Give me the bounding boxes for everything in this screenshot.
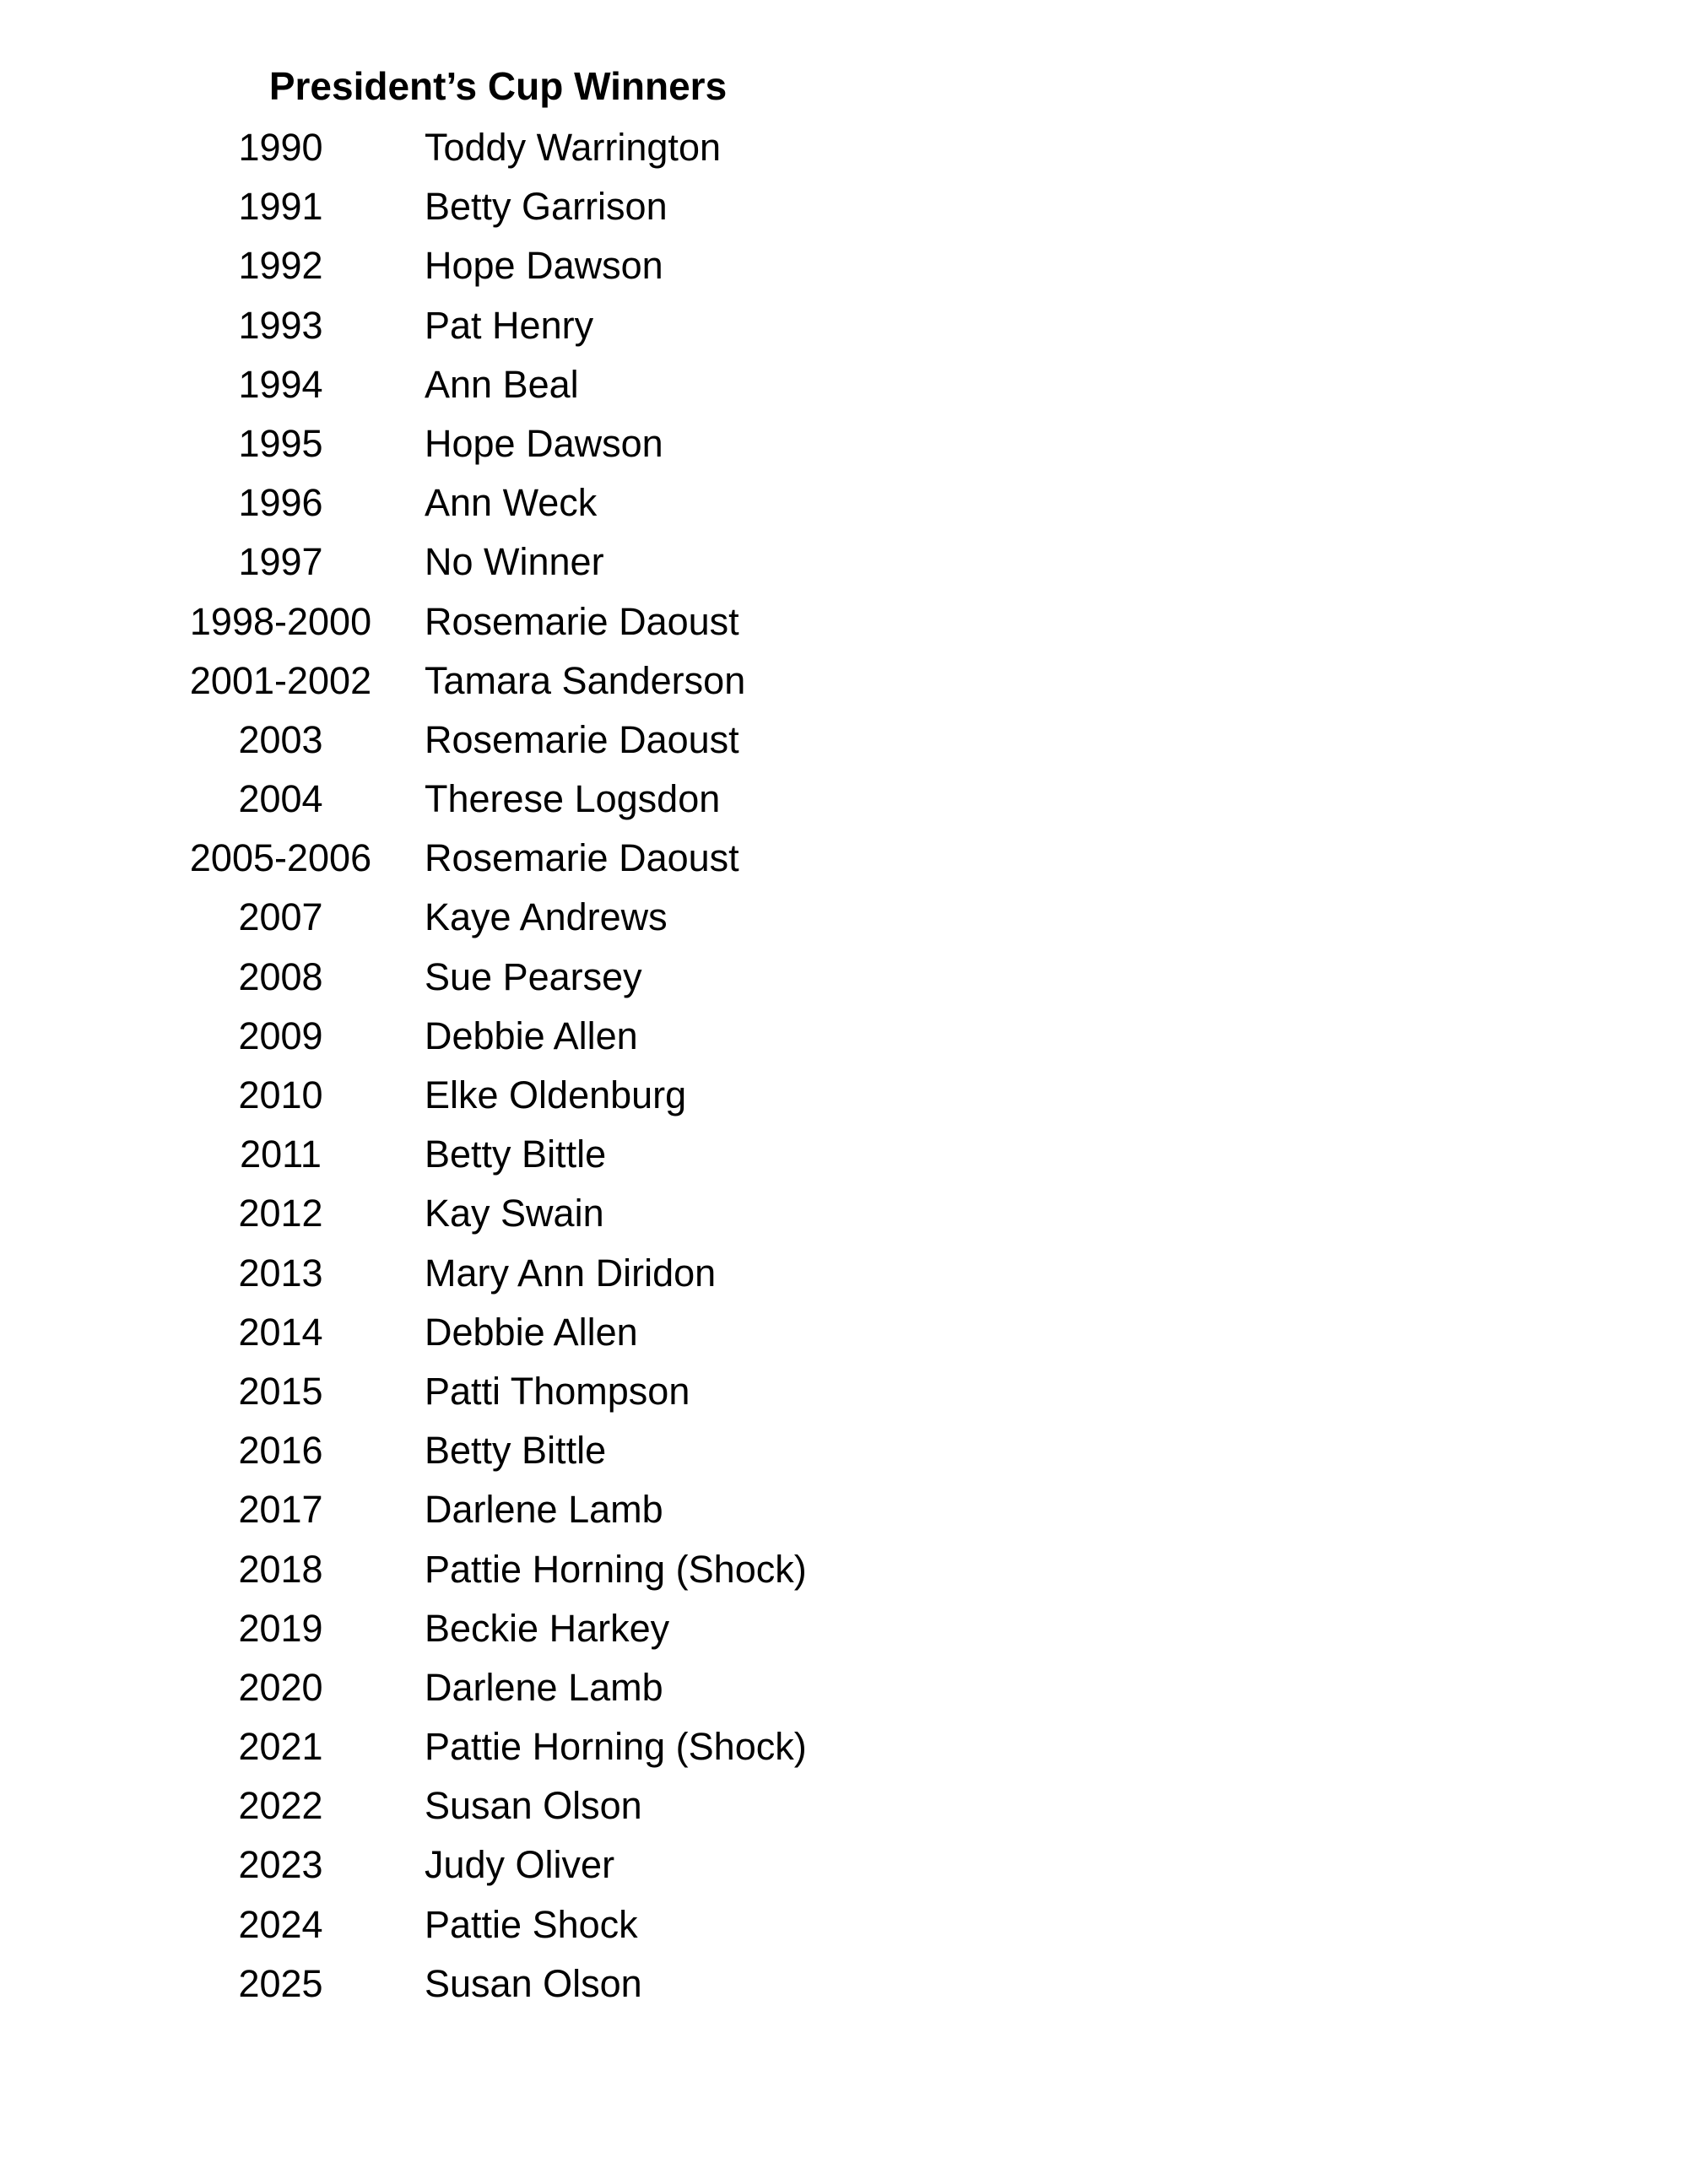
winner-name: Pattie Horning (Shock) bbox=[425, 1725, 807, 1769]
winner-name: Toddy Warrington bbox=[425, 126, 721, 169]
winner-row bbox=[0, 1540, 1013, 1599]
winner-name: Betty Bittle bbox=[425, 1429, 607, 1473]
winner-row bbox=[0, 1184, 1013, 1243]
winner-row bbox=[0, 236, 1013, 295]
winner-year: 2016 bbox=[238, 1429, 323, 1473]
winner-row bbox=[0, 355, 1013, 414]
winner-year: 2020 bbox=[238, 1665, 323, 1709]
winner-row bbox=[0, 1066, 1013, 1125]
winner-row bbox=[0, 1421, 1013, 1480]
winner-year: 2024 bbox=[238, 1902, 323, 1946]
winner-name: Susan Olson bbox=[425, 1961, 642, 2005]
winner-name: Darlene Lamb bbox=[425, 1665, 663, 1709]
winner-year: 1994 bbox=[238, 362, 323, 406]
winner-row bbox=[0, 1717, 1013, 1776]
winner-year: 2021 bbox=[238, 1725, 323, 1769]
winner-name: Kaye Andrews bbox=[425, 895, 668, 939]
winner-row bbox=[0, 948, 1013, 1007]
winner-name: Therese Logsdon bbox=[425, 777, 721, 821]
winner-year: 2018 bbox=[238, 1547, 323, 1591]
winner-year: 2014 bbox=[238, 1310, 323, 1354]
winner-name: Debbie Allen bbox=[425, 1014, 638, 1057]
winner-name: No Winner bbox=[425, 540, 604, 584]
winner-name: Hope Dawson bbox=[425, 421, 663, 465]
winner-name: Sue Pearsey bbox=[425, 954, 642, 998]
winner-row bbox=[0, 1599, 1013, 1658]
winner-name: Debbie Allen bbox=[425, 1310, 638, 1354]
winner-year: 2025 bbox=[238, 1961, 323, 2005]
winner-name: Ann Weck bbox=[425, 481, 598, 525]
winner-row bbox=[0, 888, 1013, 947]
winner-row bbox=[0, 532, 1013, 592]
winner-name: Ann Beal bbox=[425, 362, 579, 406]
winner-name: Rosemarie Daoust bbox=[425, 599, 739, 643]
winner-year: 1998-2000 bbox=[189, 599, 372, 643]
winner-row bbox=[0, 1362, 1013, 1421]
winner-row bbox=[0, 1776, 1013, 1835]
winner-year: 2023 bbox=[238, 1843, 323, 1887]
winner-name: Pattie Horning (Shock) bbox=[425, 1547, 807, 1591]
winner-row bbox=[0, 473, 1013, 532]
winner-year: 2004 bbox=[238, 777, 323, 821]
winner-year: 2022 bbox=[238, 1784, 323, 1828]
winner-year: 2019 bbox=[238, 1606, 323, 1650]
winner-year: 2007 bbox=[238, 895, 323, 939]
winner-name: Mary Ann Diridon bbox=[425, 1251, 717, 1295]
winner-name: Hope Dawson bbox=[425, 244, 663, 288]
winner-row bbox=[0, 1835, 1013, 1895]
winner-row bbox=[0, 829, 1013, 888]
winner-row bbox=[0, 1007, 1013, 1066]
winner-name: Beckie Harkey bbox=[425, 1606, 670, 1650]
winner-row bbox=[0, 711, 1013, 770]
winner-name: Elke Oldenburg bbox=[425, 1073, 687, 1116]
winner-row bbox=[0, 1895, 1013, 1954]
winner-year: 1993 bbox=[238, 303, 323, 347]
winner-row bbox=[0, 770, 1013, 829]
winner-name: Judy Oliver bbox=[425, 1843, 615, 1887]
winner-year: 2009 bbox=[238, 1014, 323, 1057]
winner-year: 2008 bbox=[238, 954, 323, 998]
winner-name: Pat Henry bbox=[425, 303, 594, 347]
winner-row bbox=[0, 1658, 1013, 1717]
winner-year: 1996 bbox=[238, 481, 323, 525]
winner-row bbox=[0, 177, 1013, 236]
winner-year: 1995 bbox=[238, 421, 323, 465]
winner-row bbox=[0, 1244, 1013, 1303]
winner-year: 2001-2002 bbox=[189, 658, 372, 702]
winner-name: Kay Swain bbox=[425, 1192, 604, 1235]
winner-name: Rosemarie Daoust bbox=[425, 836, 739, 880]
winner-name: Susan Olson bbox=[425, 1784, 642, 1828]
winner-row bbox=[0, 592, 1013, 651]
winners-list bbox=[0, 118, 1013, 2014]
winner-name: Betty Bittle bbox=[425, 1133, 607, 1176]
winner-row bbox=[0, 1303, 1013, 1362]
winner-row bbox=[0, 651, 1013, 711]
winner-row bbox=[0, 414, 1013, 473]
winner-year: 2010 bbox=[238, 1073, 323, 1116]
winner-row bbox=[0, 1125, 1013, 1184]
winner-row bbox=[0, 1480, 1013, 1539]
winner-year: 2015 bbox=[238, 1369, 323, 1413]
winner-name: Patti Thompson bbox=[425, 1369, 690, 1413]
winner-name: Darlene Lamb bbox=[425, 1488, 663, 1532]
winner-year: 1992 bbox=[238, 244, 323, 288]
winner-year: 2003 bbox=[238, 717, 323, 761]
winner-row bbox=[0, 118, 1013, 177]
winner-year: 1991 bbox=[238, 185, 323, 229]
winner-name: Pattie Shock bbox=[425, 1902, 638, 1946]
winner-year: 2013 bbox=[238, 1251, 323, 1295]
winner-year: 2012 bbox=[238, 1192, 323, 1235]
winner-row bbox=[0, 296, 1013, 355]
winner-year: 1990 bbox=[238, 126, 323, 169]
winner-year: 2005-2006 bbox=[189, 836, 372, 880]
winner-year: 1997 bbox=[238, 540, 323, 584]
winner-row bbox=[0, 1954, 1013, 2014]
winner-name: Betty Garrison bbox=[425, 185, 668, 229]
winner-name: Tamara Sanderson bbox=[425, 658, 746, 702]
winner-name: Rosemarie Daoust bbox=[425, 717, 739, 761]
winner-year: 2017 bbox=[238, 1488, 323, 1532]
page-title: President’s Cup Winners bbox=[268, 64, 728, 108]
winner-year: 2011 bbox=[240, 1133, 322, 1176]
